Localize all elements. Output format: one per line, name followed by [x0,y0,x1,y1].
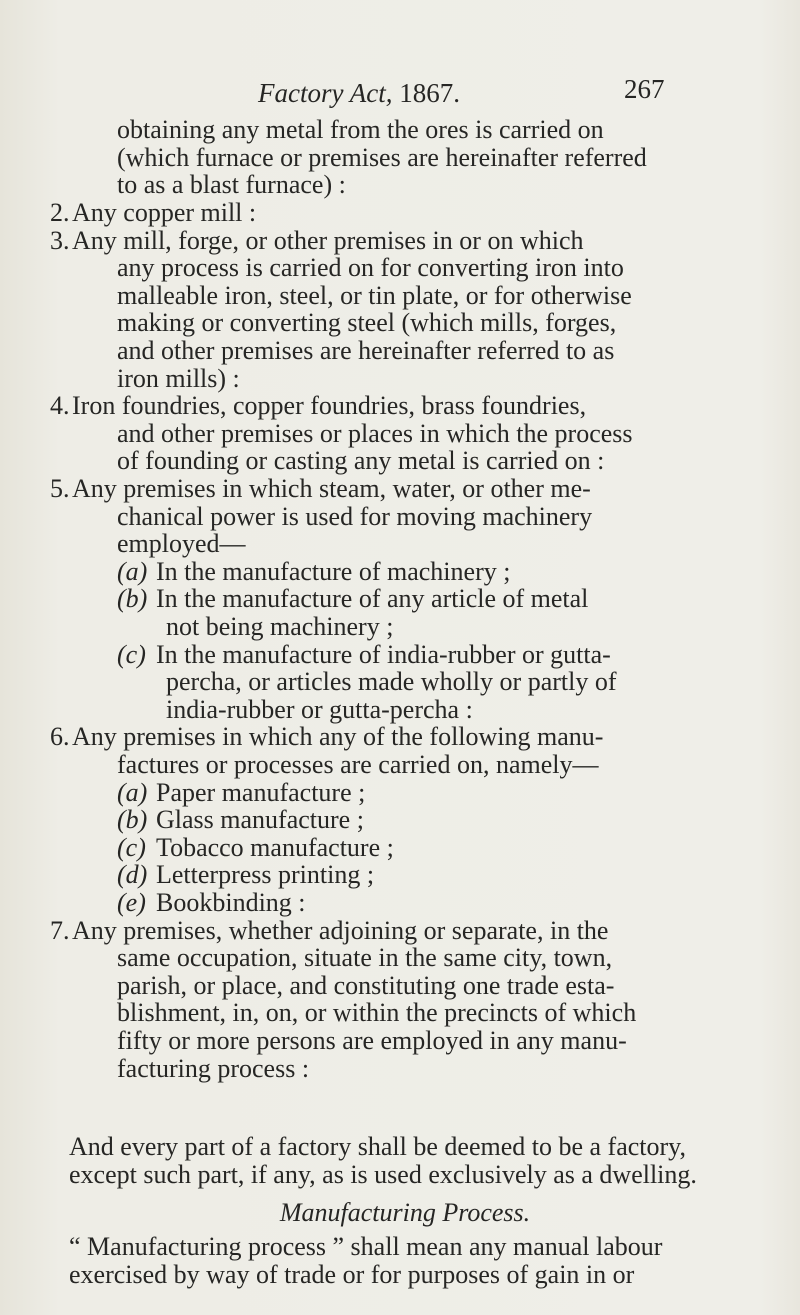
item-number: 5. [50,474,70,503]
item-number: 6. [50,722,70,752]
subitem-label: (c) [117,832,146,862]
text-line: Any premises in which steam, water, or other me- [72,474,591,503]
subitem-line: not being machinery ; [166,612,394,641]
subitem-line: Glass manufacture ; [156,805,364,835]
item-number: 7. [50,915,70,945]
subitem-line: india-rubber or gutta-percha : [166,694,473,724]
subitem-line: Paper manufacture ; [156,777,366,807]
text-line: employed— [117,529,246,559]
subitem-line: Letterpress printing ; [156,860,375,890]
text-line: fifty or more persons are employed in any manu- [117,1026,627,1055]
subitem-line: Bookbinding : [156,888,306,917]
text-line: parish, or place, and constituting one trade esta- [117,970,615,1000]
numbered-list [0,199,800,1082]
item-number: 3. [50,225,70,255]
text-line: “ Manufacturing process ” shall mean any manual labour [69,1232,663,1261]
subitem-label: (d) [117,860,148,890]
subitem-label: (c) [117,639,146,669]
text-line: (which furnace or premises are hereinafter referred [117,142,647,172]
section-heading: Manufacturing Process. [279,1198,531,1227]
text-line: factures or processes are carried on, namely— [117,750,599,779]
running-title [258,78,460,109]
text-line: Any premises in which any of the following manu- [72,722,604,752]
running-title-year: 1867. [399,78,460,108]
subitem-line: percha, or articles made wholly or partly of [166,667,617,697]
text-line: facturing process : [117,1053,310,1083]
text-line: And every part of a factory shall be deemed to be a factory, [69,1132,686,1161]
text-line: Any copper mill : [72,198,257,227]
subitem-label: (e) [117,888,146,917]
text-line: and other premises or places in which the process [117,418,633,448]
item-number: 4. [50,391,70,421]
subitem-line: In the manufacture of machinery ; [156,556,511,586]
text-line: Iron foundries, copper foundries, brass foundries, [72,391,587,421]
statute-body [0,116,800,199]
subitem-label: (b) [117,584,148,614]
item-number: 2. [50,198,70,227]
text-line: iron mills) : [117,363,240,393]
subitem-label: (b) [117,805,148,835]
subitem-label: (a) [117,556,148,586]
text-line: chanical power is used for moving machinery [117,501,593,531]
running-title-text: Factory Act, [258,78,393,108]
text-line: making or converting steel (which mills, forges, [117,308,617,338]
text-line: blishment, in, on, or within the precincts of which [117,998,637,1028]
page-number: 267 [624,74,665,104]
subitem-line: In the manufacture of india-rubber or gutta- [156,639,611,669]
text-line: of founding or casting any metal is carried on : [117,446,605,476]
text-line: malleable iron, steel, or tin plate, or for otherwise [117,280,632,310]
text-line: same occupation, situate in the same city, town, [117,943,613,973]
text-line: to as a blast furnace) : [117,170,346,200]
conclusion-paragraph [0,1133,800,1188]
text-line: and other premises are hereinafter referred to as [117,336,615,365]
definition-paragraph [0,1233,800,1288]
text-line: obtaining any metal from the ores is carried on [117,115,604,144]
text-line: Any premises, whether adjoining or separate, in the [72,915,609,945]
text-line: except such part, if any, as is used exclusively as a dwelling. [69,1159,697,1189]
text-line: Any mill, forge, or other premises in or on which [72,225,584,255]
subitem-label: (a) [117,777,148,807]
intro-paragraph [0,116,800,199]
text-line: any process is carried on for converting iron into [117,253,624,283]
subitem-line: In the manufacture of any article of metal [156,584,589,614]
page-header [0,74,800,114]
text-line: exercised by way of trade or for purposes of gain in or [69,1259,635,1289]
subitem-line: Tobacco manufacture ; [156,832,394,862]
